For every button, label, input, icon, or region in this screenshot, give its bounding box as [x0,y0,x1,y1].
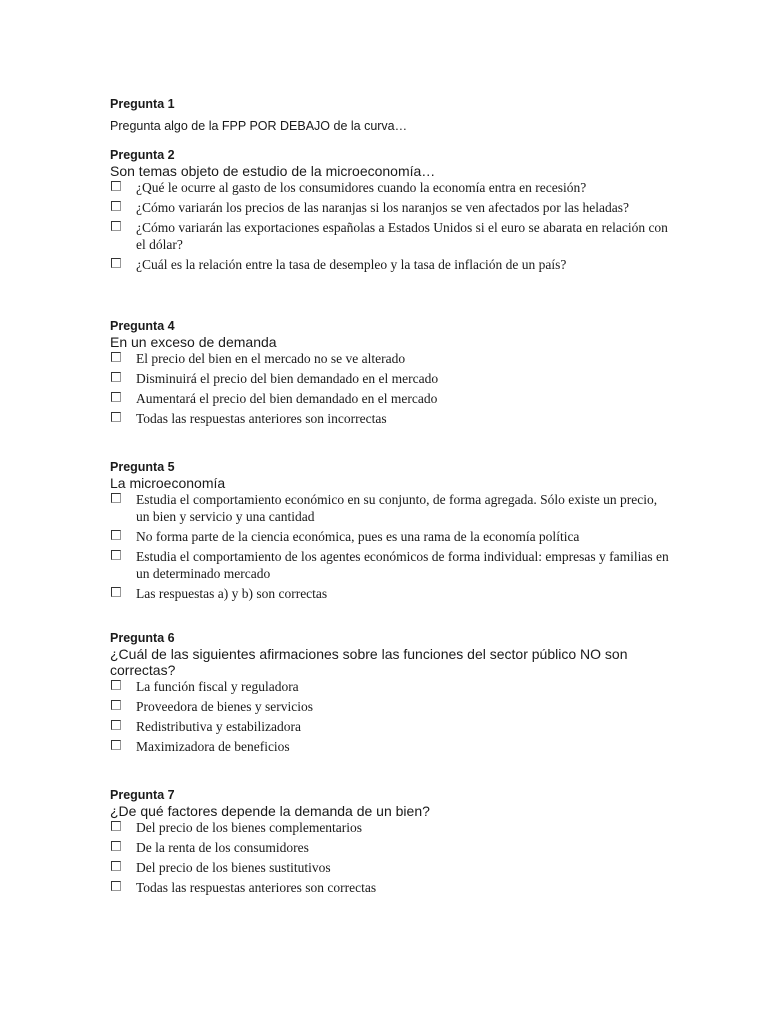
option-item [110,219,670,253]
checkbox[interactable] [111,821,121,831]
checkbox[interactable] [111,221,121,231]
question-title: Pregunta 1 [110,97,175,111]
option-item [110,256,670,273]
checkbox[interactable] [111,493,121,503]
question-text: ¿De qué factores depende la demanda de un bien? [110,803,430,819]
option-label: Redistributiva y estabilizadora [136,719,301,734]
option-label: Aumentará el precio del bien demandado en el mercado [136,391,438,406]
option-list [110,678,670,755]
option-label: Las respuestas a) y b) son correctas [136,586,328,601]
option-item [110,179,670,196]
option-item [110,350,670,367]
option-label: Todas las respuestas anteriores son incorrectas [136,411,387,426]
question-2 [110,147,670,273]
option-item [110,839,670,856]
option-label: Del precio de los bienes complementarios [136,820,363,835]
option-item [110,718,670,735]
question-text: ¿Cuál de las siguientes afirmaciones sobre las funciones del sector público NO son correctas? [110,646,628,678]
question-7 [110,787,670,896]
option-list [110,350,670,427]
checkbox[interactable] [111,841,121,851]
option-item [110,528,670,545]
question-title: Pregunta 4 [110,319,175,333]
option-label: No forma parte de la ciencia económica, pues es una rama de la economía política [136,529,580,544]
option-item [110,548,670,582]
checkbox[interactable] [111,392,121,402]
option-item [110,199,670,216]
option-list [110,819,670,896]
option-item [110,859,670,876]
checkbox[interactable] [111,861,121,871]
option-item [110,585,670,602]
checkbox[interactable] [111,530,121,540]
checkbox[interactable] [111,412,121,422]
question-title: Pregunta 6 [110,631,175,645]
option-list [110,491,670,602]
question-text: Pregunta algo de la FPP POR DEBAJO de la curva… [110,119,408,133]
option-item [110,678,670,695]
question-4 [110,318,670,427]
checkbox[interactable] [111,372,121,382]
question-title: Pregunta 5 [110,460,175,474]
checkbox[interactable] [111,587,121,597]
option-label: Maximizadora de beneficios [136,739,290,754]
question-6 [110,630,670,755]
option-list [110,179,670,273]
option-label: ¿Cómo variarán los precios de las naranjas si los naranjos se ven afectados por las heladas? [136,200,629,215]
checkbox[interactable] [111,181,121,191]
question-5 [110,459,670,602]
option-label: Todas las respuestas anteriores son correctas [136,880,377,895]
question-text: En un exceso de demanda [110,334,277,350]
checkbox[interactable] [111,740,121,750]
option-item [110,698,670,715]
question-title: Pregunta 7 [110,788,175,802]
checkbox[interactable] [111,258,121,268]
option-label: De la renta de los consumidores [136,840,309,855]
question-1 [110,96,670,134]
option-item [110,370,670,387]
checkbox[interactable] [111,680,121,690]
option-item [110,410,670,427]
option-label: ¿Qué le ocurre al gasto de los consumidores cuando la economía entra en recesión? [136,180,587,195]
option-label: La función fiscal y reguladora [136,679,299,694]
checkbox[interactable] [111,881,121,891]
option-label: Estudia el comportamiento económico en su conjunto, de forma agregada. Sólo existe un precio, un bien y servicio y una cantidad [136,492,658,524]
option-label: ¿Cómo variarán las exportaciones españolas a Estados Unidos si el euro se abarata en relación con el dólar? [136,220,668,252]
checkbox[interactable] [111,700,121,710]
option-item [110,819,670,836]
option-label: Disminuirá el precio del bien demandado en el mercado [136,371,439,386]
option-item [110,390,670,407]
option-label: Estudia el comportamiento de los agentes económicos de forma individual: empresas y familias en un determinado mercado [136,549,669,581]
checkbox[interactable] [111,720,121,730]
option-item [110,879,670,896]
question-text: La microeconomía [110,475,226,491]
checkbox[interactable] [111,201,121,211]
checkbox[interactable] [111,352,121,362]
question-text: Son temas objeto de estudio de la microeconomía… [110,163,436,179]
option-label: Proveedora de bienes y servicios [136,699,313,714]
option-label: Del precio de los bienes sustitutivos [136,860,331,875]
option-label: El precio del bien en el mercado no se ve alterado [136,351,406,366]
checkbox[interactable] [111,550,121,560]
option-label: ¿Cuál es la relación entre la tasa de desempleo y la tasa de inflación de un país? [136,257,567,272]
option-item [110,491,670,525]
option-item [110,738,670,755]
question-title: Pregunta 2 [110,148,175,162]
